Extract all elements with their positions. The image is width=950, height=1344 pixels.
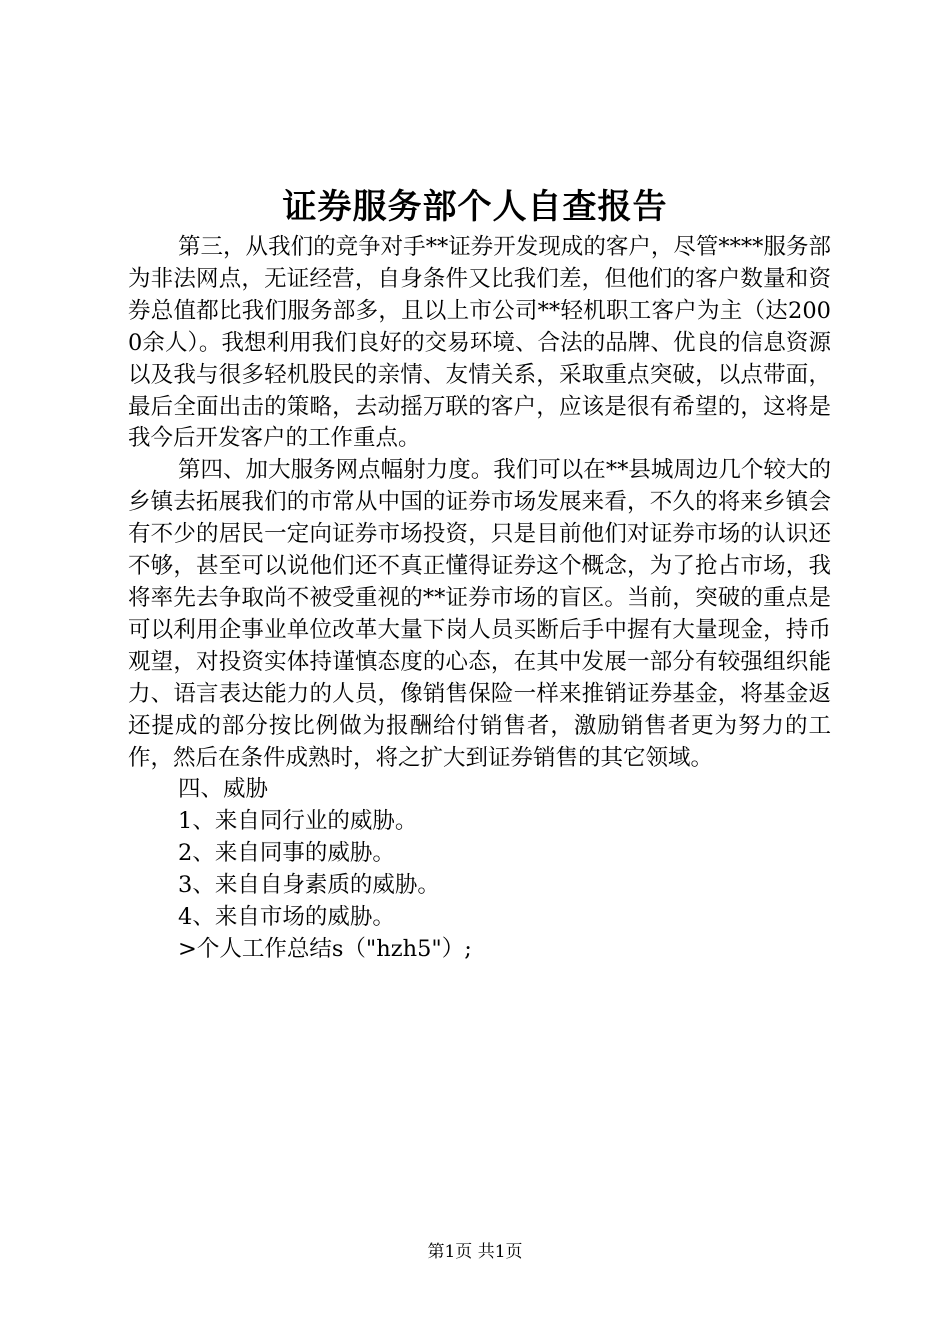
list-item: 4、来自市场的威胁。 [178, 904, 395, 931]
document-body [128, 232, 831, 966]
paragraph-third: 第三，从我们的竞争对手**证券开发现成的客户，尽管****服务部为非法网点，无证经营，自身条件又比我们差，但他们的客户数量和资券总值都比我们服务部多，且以上市公司**轻机职工客户为主（达2000余人）。我想利用我们良好的交易环境、合法的品牌、优良的信息资源以及我与很多轻机股民的亲情、友情关系，采取重点突破，以点带面，最后全面出击的策略，去动摇万联的客户，应该是很有希望的，这将是我今后开发客户的工作重点。 [128, 234, 831, 452]
page-footer: 第1页 共1页 [427, 1242, 523, 1262]
paragraph-fourth: 第四、加大服务网点幅射力度。我们可以在**县城周边几个较大的乡镇去拓展我们的市常从中国的证券市场发展来看，不久的将来乡镇会有不少的居民一定向证券市场投资，只是目前他们对证券市场的认识还不够，甚至可以说他们还不真正懂得证券这个概念，为了抢占市场，我将率先去争取尚不被受重视的**证券市场的盲区。当前，突破的重点是可以利用企事业单位改革大量下岗人员买断后手中握有大量现金，持币观望，对投资实体持谨慎态度的心态，在其中发展一部分有较强组织能力、语言表达能力的人员，像销售保险一样来推销证券基金，将基金返还提成的部分按比例做为报酬给付销售者，激励销售者更为努力的工作，然后在条件成熟时，将之扩大到证券销售的其它领域。 [128, 457, 831, 771]
section-heading-threats: 四、威胁 [178, 776, 269, 803]
trailing-code-line: >个人工作总结s（"hzh5"）; [178, 935, 472, 962]
list-item: 3、来自自身素质的威胁。 [178, 872, 440, 899]
list-item: 2、来自同事的威胁。 [178, 840, 395, 867]
document-title: 证券服务部个人自查报告 [282, 187, 668, 227]
list-item: 1、来自同行业的威胁。 [178, 808, 418, 835]
